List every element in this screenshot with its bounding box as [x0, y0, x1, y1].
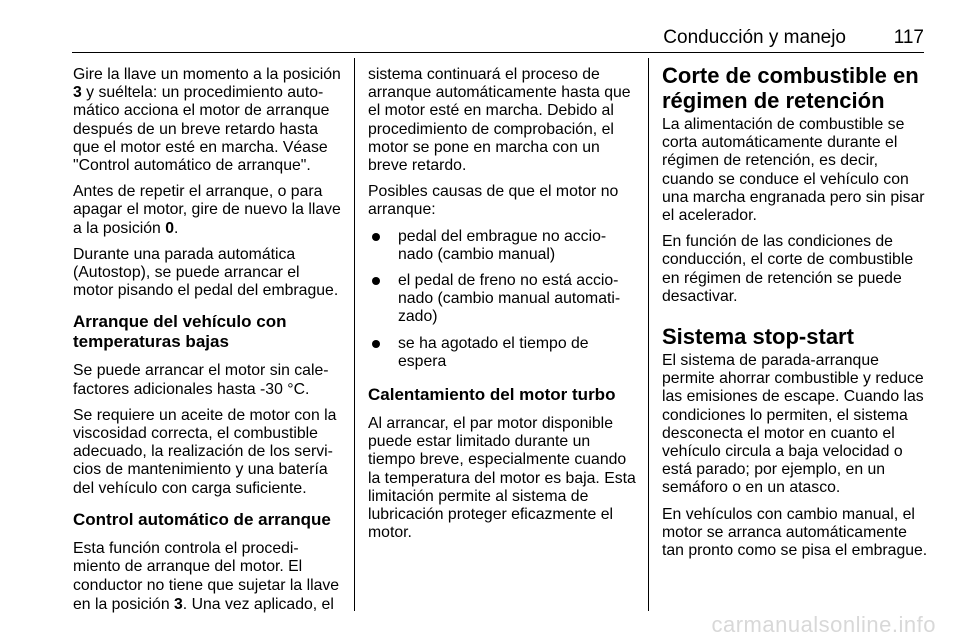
paragraph: Se puede arrancar el motor sin cale-factores adicionales hasta -30 °C. [73, 362, 329, 398]
paragraph: El sistema de parada-arranque permite ahorrar combustible y reduce las emisiones de escape. Cuando las condiciones lo permiten, el sistema desconecta el motor en cuanto el vehículo circula a baja velocidad o está parado; por ejemplo, en un semáforo o en un atasco. [662, 352, 924, 497]
section-heading: Control automático de arranque [73, 509, 331, 529]
page-number: 117 [893, 27, 924, 48]
paragraph: La alimentación de combustible se corta automáticamente durante el régimen de retención, es decir, cuando se conduce el vehículo con una marcha engranada pero sin pisar el acelerador. [662, 116, 925, 225]
header-title: Conducción y manejo [663, 27, 846, 48]
paragraph: Durante una parada automática (Autostop), se puede arrancar el motor pisando el pedal del embrague. [73, 245, 339, 300]
bullet-icon [372, 340, 380, 348]
column-right [662, 63, 930, 568]
paragraph: sistema continuará el proceso de arranque automáticamente hasta que el motor esté en marcha. Debido al procedimiento de comprobación, el motor se pone en marcha con un breve retardo. [368, 66, 631, 175]
list-item: se ha agotado el tiempo de espera [368, 335, 636, 371]
paragraph: Se requiere un aceite de motor con la viscosidad correcta, el combustible adecuado, la realización de los servi-cios de mantenimiento y una batería del vehículo con carga suficiente. [73, 406, 337, 497]
paragraph: En vehículos con cambio manual, el motor se arranca automáticamente tan pronto como se pisa el embrague. [662, 505, 928, 560]
watermark: carmanualsonline.info [711, 612, 936, 637]
column-middle [368, 66, 636, 550]
column-divider [354, 58, 355, 611]
paragraph: Esta función controla el procedi-miento de arranque del motor. El conductor no tiene que sujetar la llave en la posición 3. Una vez aplicado, el [73, 539, 340, 613]
list-item: pedal del embrague no accio-nado (cambio manual) [368, 228, 636, 264]
paragraph: Antes de repetir el arranque, o para apagar el motor, gire de nuevo la llave a la posición 0. [73, 183, 341, 237]
column-left [73, 66, 341, 622]
bullet-icon [372, 233, 380, 241]
paragraph: Gire la llave un momento a la posición 3 y suéltela: un procedimiento auto-mático acciona el motor de arranque después de un breve retardo hasta que el motor esté en marcha. Véase "Control automático de arranque". [73, 66, 341, 175]
section-title: Sistema stop-start [662, 324, 854, 350]
paragraph: Al arrancar, el par motor disponible puede estar limitado durante un tiempo breve, especialmente cuando la temperatura del motor es baja. Esta limitación permite al sistema de lubricación proteger eficazmente el motor. [368, 415, 636, 542]
bullet-icon [372, 277, 380, 285]
list-item: el pedal de freno no está accio-nado (cambio manual automati-zado) [368, 272, 636, 327]
section-title: Corte de combustible en régimen de retención [662, 63, 919, 113]
column-divider [648, 58, 649, 611]
paragraph: En función de las condiciones de conducción, el corte de combustible en régimen de retención se puede desactivar. [662, 233, 914, 305]
section-heading: Calentamiento del motor turbo [368, 385, 616, 405]
section-heading: Arranque del vehículo con temperaturas bajas [73, 312, 287, 352]
page-header [72, 22, 924, 53]
paragraph: Posibles causas de que el motor no arranque: [368, 183, 619, 219]
